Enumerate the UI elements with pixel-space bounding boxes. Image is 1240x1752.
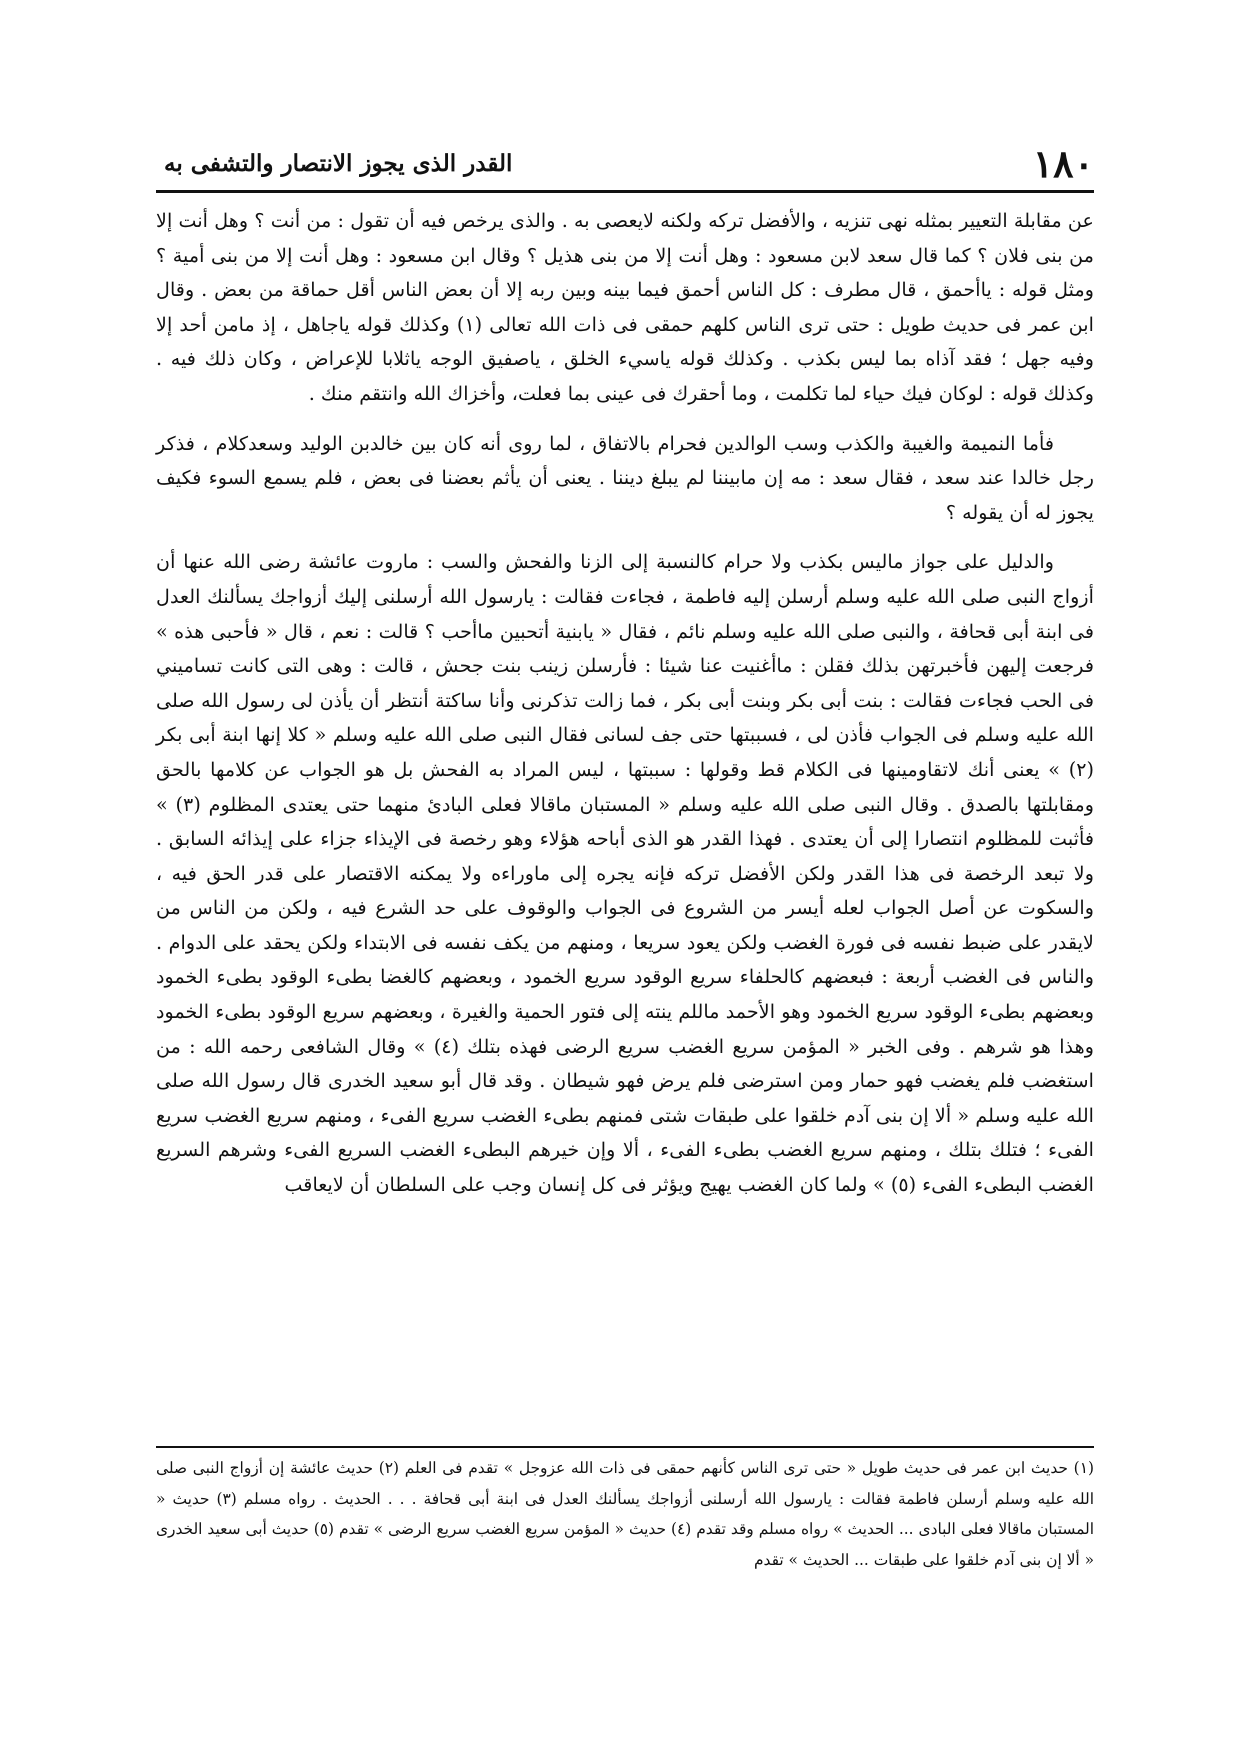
page-number: ١٨٠ bbox=[1032, 140, 1094, 186]
paragraph: عن مقابلة التعيير بمثله نهى تنزيه ، والأفضل تركه ولكنه لايعصى به . والذى يرخص فيه أن تقول : من أنت ؟ وهل أنت إلا من بنى فلان ؟ كما قال سعد لابن مسعود : وهل أنت إلا من بنى هذيل ؟ وقال ابن مسعود : وهل أنت إلا من بنى أمية ؟ ومثل قوله : ياأحمق ، قال مطرف : كل الناس أحمق فيما بينه وبين ربه إلا أن بعض الناس أقل حماقة من بعض . وقال ابن عمر فى حديث طويل : حتى ترى الناس كلهم حمقى فى ذات الله تعالى (١) وكذلك قوله ياجاهل ، إذ مامن أحد إلا وفيه جهل ؛ فقد آذاه بما ليس بكذب . وكذلك قوله ياسيء الخلق ، ياصفيق الوجه ياثلابا للإعراض ، وكان ذلك فيه . وكذلك قوله : لوكان فيك حياء لما تكلمت ، وما أحقرك فى عينى بما فعلت، وأخزاك الله وانتقم منك . bbox=[156, 209, 1094, 405]
footnote-rule bbox=[156, 1446, 1094, 1448]
header-rule bbox=[156, 190, 1094, 193]
footnote-text: (١) حديث ابن عمر فى حديث طويل « حتى ترى الناس كأنهم حمقى فى ذات الله عزوجل » تقدم فى العلم (٢) حديث عائشة إن أزواج النبى صلى الله عليه وسلم أرسلن فاطمة فقالت : يارسول الله أرسلنى أزواجك يسألنك العدل فى ابنة أبى قحافة . . . الحديث . رواه مسلم (٣) حديث « المستبان ماقالا فعلى البادى ... الحديث » رواه مسلم وقد تقدم (٤) حديث « المؤمن سريع الغضب سريع الرضى » تقدم (٥) حديث أبى سعيد الخدرى « ألا إن بنى آدم خلقوا على طبقات ... الحديث » تقدم bbox=[156, 1459, 1094, 1569]
paragraph: والدليل على جواز ماليس بكذب ولا حرام كالنسبة إلى الزنا والفحش والسب : ماروت عائشة رضى الله عنها أن أزواج النبى صلى الله عليه وسلم أرسلن إليه فاطمة ، فجاءت فقالت : يارسول الله أرسلنى إليك أزواجك يسألنك العدل فى ابنة أبى قحافة ، والنبى صلى الله عليه وسلم نائم ، فقال « يابنية أتحبين ماأحب ؟ قالت : نعم ، قال « فأحبى هذه » فرجعت إليهن فأخبرتهن بذلك فقلن : ماأغنيت عنا شيئا : فأرسلن زينب بنت جحش ، قالت : وهى التى كانت تساميني فى الحب فجاءت فقالت : بنت أبى بكر وبنت أبى بكر ، فما زالت تذكرنى وأنا ساكتة أنتظر أن يأذن لى رسول الله صلى الله عليه وسلم فى الجواب فأذن لى ، فسببتها حتى جف لسانى فقال النبى صلى الله عليه وسلم « كلا إنها ابنة أبى بكر (٢) » يعنى أنك لاتقاومينها فى الكلام قط وقولها : سببتها ، ليس المراد به الفحش بل هو الجواب عن كلامها بالحق ومقابلتها بالصدق . وقال النبى صلى الله عليه وسلم « المستبان ماقالا فعلى البادئ منهما حتى يعتدى المظلوم (٣) » فأثبت للمظلوم انتصارا إلى أن يعتدى . فهذا القدر هو الذى أباحه هؤلاء وهو رخصة فى الإيذاء جزاء على إيذائه السابق . ولا تبعد الرخصة فى هذا القدر ولكن الأفضل تركه فإنه يجره إلى ماوراءه ولا يمكنه الاقتصار على قدر الحق فيه ، والسكوت عن أصل الجواب لعله أيسر من الشروع فى الجواب والوقوف على حد الشرع فيه ، ولكن من الناس من لايقدر على ضبط نفسه فى فورة الغضب ولكن يعود سريعا ، ومنهم من يكف نفسه فى الابتداء ولكن يحقد على الدوام . والناس فى الغضب أربعة : فبعضهم كالحلفاء سريع الوقود سريع الخمود ، وبعضهم كالغضا بطىء الوقود بطىء الخمود وبعضهم بطىء الوقود سريع الخمود وهو الأحمد ماللم ينته إلى فتور الحمية والغيرة ، وبعضهم سريع الوقود بطىء الخمود وهذا هو شرهم . وفى الخبر « المؤمن سريع الغضب سريع الرضى فهذه بتلك (٤) » وقال الشافعى رحمه الله : من استغضب فلم يغضب فهو حمار ومن استرضى فلم يرض فهو شيطان . وقد قال أبو سعيد الخدرى قال رسول الله صلى الله عليه وسلم « ألا إن بنى آدم خلقوا على طبقات شتى فمنهم بطىء الغضب سريع الفىء ، ومنهم سريع الغضب سريع الفىء ؛ فتلك بتلك ، ومنهم سريع الغضب بطىء الفىء ، ألا وإن خيرهم البطىء الغضب السريع الفىء وشرهم السريع الغضب البطىء الفىء (٥) » ولما كان الغضب يهيج ويؤثر فى كل إنسان وجب على السلطان أن لايعاقب bbox=[156, 550, 1094, 1197]
paragraph: فأما النميمة والغيبة والكذب وسب الوالدين فحرام بالاتفاق ، لما روى أنه كان بين خالدبن الوليد وسعدكلام ، فذكر رجل خالدا عند سعد ، فقال سعد : مه إن مابيننا لم يبلغ ديننا . يعنى أن يأثم بعضنا فى بعض ، فلم يسمع السوء فكيف يجوز له أن يقوله ؟ bbox=[156, 431, 1094, 524]
footnotes bbox=[156, 1453, 1094, 1575]
main-text bbox=[156, 204, 1094, 1203]
page-header bbox=[164, 138, 1094, 188]
running-title: القدر الذى يجوز الانتصار والتشفى به bbox=[164, 149, 513, 177]
